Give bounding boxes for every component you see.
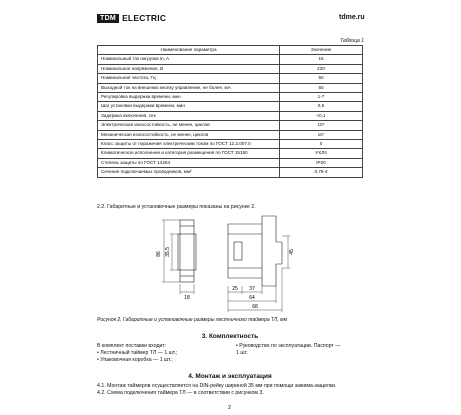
table-row [98,121,363,130]
front-view [228,216,282,286]
table-row [98,93,363,102]
logo-text: ELECTRIC [122,13,167,23]
param-name: Номинальный ток нагрузки In, A [98,55,280,64]
param-name: Номинальное напряжение, В [98,64,280,73]
param-name: Степень защиты по ГОСТ 14254 [98,158,280,167]
param-value: 220 [280,64,363,73]
param-name: Механическая износостойкость, не менее, циклов [98,130,280,139]
dim-37-label: 37 [249,286,255,292]
table-row [98,74,363,83]
param-value: 50 [280,83,363,92]
table-header-param: Наименование параметра [98,46,280,55]
table-row [98,130,363,139]
param-value: 50 [280,74,363,83]
table-row [98,64,363,73]
param-name: Задержка включения, сек [98,111,280,120]
param-name: Сечение подключаемых проводников, мм² [98,168,280,177]
table-row [98,168,363,177]
figure-intro: 2.2. Габаритные и установочные размеры показаны на рисунке 2. [97,204,256,210]
table-row [98,102,363,111]
dim-86-label: 86 [156,251,162,257]
param-name: Климатическое исполнение и категория размещения по ГОСТ 15150 [98,149,280,158]
table-row [98,158,363,167]
kit-item-timer: • Лестничный таймер ТЛ — 1 шт.; [97,350,178,356]
param-value: <0,1 [280,111,363,120]
table-row [98,83,363,92]
table-header-value: Значение [280,46,363,55]
kit-intro: В комплект поставки входит: [97,343,167,349]
param-value: 0,75-4 [280,168,363,177]
param-value: УХЛ4 [280,149,363,158]
section-3-title: 3. Комплектность [201,333,259,340]
table-caption: Таблица 1 [340,38,364,44]
dim-64-label: 64 [249,295,255,301]
table-header-row [98,46,363,55]
param-name: Электрическая износостойкость, не менее, циклов [98,121,280,130]
param-value: 16 [280,55,363,64]
dim-35-5-label: 35,5 [165,247,171,257]
param-name: Выходной ток на внешнюю кнопку управление, не более, мА [98,83,280,92]
section-4-title: 4. Монтаж и эксплуатация [188,373,272,380]
section-3-left [97,343,237,364]
dim-45-label: 45 [289,249,295,255]
logo-box: TDM [97,14,119,23]
site-url: tdme.ru [339,14,365,21]
param-value: 0 [280,140,363,149]
dim-25-label: 25 [232,286,238,292]
parameters-table [97,45,363,178]
param-value: 10⁷ [280,130,363,139]
param-value: 0,5 [280,102,363,111]
figure-caption: Рисунок 2. Габаритные и установочные размеры лестничного таймера ТЛ, мм [97,317,287,323]
dimension-drawing [150,212,320,318]
table-row [98,140,363,149]
dimension-drawing-svg [150,212,320,318]
table-row [98,55,363,64]
param-name: Класс защиты от поражения электрическим током по ГОСТ 12.2.007.0 [98,140,280,149]
section-3-right [236,343,366,357]
dim-18-label: 18 [184,295,190,301]
param-name: Шаг установки выдержки времени, мин [98,102,280,111]
section-4-p1: 4.1. Монтаж таймеров осуществляется на DIN-рейку шириной 35 мм при помощи зажима-защелки. [97,383,337,389]
param-value: 10⁵ [280,121,363,130]
table-row [98,111,363,120]
section-4-p2: 4.2. Схема подключения таймера ТЛ — в соответствии с рисунком 3. [97,390,264,396]
param-name: Номинальная частота, Гц [98,74,280,83]
kit-item-manual-qty: 1 шт. [236,350,248,356]
kit-item-manual: • Руководство по эксплуатации. Паспорт — [236,343,341,349]
table-row [98,149,363,158]
param-name: Регулировка выдержки времени, мин [98,93,280,102]
brand-logo [97,13,166,23]
page-number: 2 [228,405,232,411]
param-value: IP20 [280,158,363,167]
kit-item-box: • Упаковочная коробка — 1 шт.; [97,357,173,363]
side-view [178,220,196,282]
param-value: 1-7 [280,93,363,102]
dim-68-label: 68 [252,304,258,310]
